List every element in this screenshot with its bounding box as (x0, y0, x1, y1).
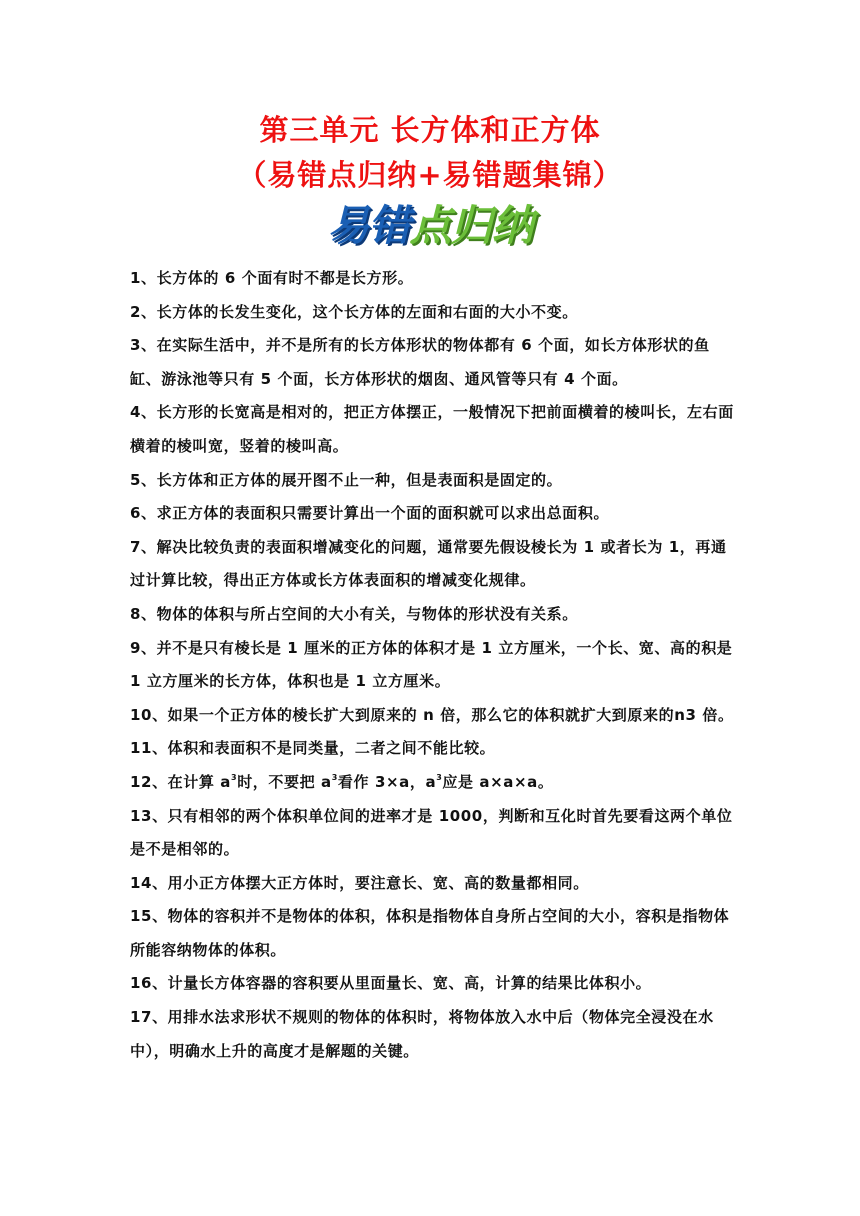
list-item-8: 8、物体的体积与所占空间的大小有关，与物体的形状没有关系。 (130, 604, 578, 623)
item-12-before: 12、在计算 a (130, 772, 232, 791)
page-subtitle: （易错点归纳+易错题集锦） (237, 158, 623, 192)
list-item-11: 11、体积和表面积不是同类量，二者之间不能比较。 (130, 739, 496, 758)
list-item-3: 3、在实际生活中，并不是所有的长方体形状的物体都有 6 个面，如长方体形状的鱼缸、游泳池等只有 5 个面，长方体形状的烟囱、通风管等只有 4 个面。 (130, 336, 710, 388)
item-12-middle: 时，不要把 a (237, 772, 332, 791)
list-item-9: 9、并不是只有棱长是 1 厘米的正方体的体积才是 1 立方厘米，一个长、宽、高的积是 1 立方厘米的长方体，体积也是 1 立方厘米。 (130, 638, 733, 691)
page-title: 第三单元 长方体和正方体 (259, 113, 601, 147)
item-12-sup-3: 3 (436, 772, 443, 782)
list-item-13: 13、只有相邻的两个体积单位间的进率才是 1000，判断和互化时首先要看这两个单位是不是相邻的。 (130, 806, 733, 859)
list-item-4: 4、长方形的长宽高是相对的，把正方体摆正，一般情况下把前面横着的棱叫长，左右面横着的棱叫宽，竖着的棱叫高。 (130, 403, 734, 455)
list-item-7: 7、解决比较负责的表面积增减变化的问题，通常要先假设棱长为 1 或者长为 1，再通过计算比较，得出正方体或长方体表面积的增减变化规律。 (130, 537, 727, 590)
list-item-5: 5、长方体和正方体的展开图不止一种，但是表面积是固定的。 (130, 470, 563, 489)
item-12-after: 应是 a×a×a。 (442, 772, 554, 791)
banner-part-green: 点归纳 (409, 201, 533, 250)
list-item-15: 15、物体的容积并不是物体的体积，体积是指物体自身所占空间的大小，容积是指物体所能容纳物体的体积。 (130, 907, 730, 959)
list-item-12 (130, 766, 736, 800)
item-12-sup-2: 3 (331, 772, 338, 782)
list-item-14: 14、用小正方体摆大正方体时，要注意长、宽、高的数量都相同。 (130, 873, 589, 892)
list-item-6: 6、求正方体的表面积只需要计算出一个面的面积就可以求出总面积。 (130, 504, 610, 523)
section-banner (0, 198, 860, 254)
banner-part-blue: 易错 (327, 201, 410, 250)
list-item-17: 17、用排水法求形状不规则的物体的体积时，将物体放入水中后（物体完全浸没在水中），明确水上升的高度才是解题的关键。 (130, 1008, 714, 1060)
error-points-list (130, 262, 736, 1068)
list-item-16: 16、计量长方体容器的容积要从里面量长、宽、高，计算的结果比体积小。 (130, 974, 652, 993)
list-item-1: 1、长方体的 6 个面有时不都是长方形。 (130, 269, 414, 287)
item-12-middle-2: 看作 3×a，a (337, 772, 437, 791)
list-item-10: 10、如果一个正方体的棱长扩大到原来的 n 倍，那么它的体积就扩大到原来的n3 倍。 (130, 705, 734, 724)
list-item-2: 2、长方体的长发生变化，这个长方体的左面和右面的大小不变。 (130, 302, 578, 321)
item-12-sup-1: 3 (231, 772, 238, 782)
title-block (0, 108, 860, 198)
